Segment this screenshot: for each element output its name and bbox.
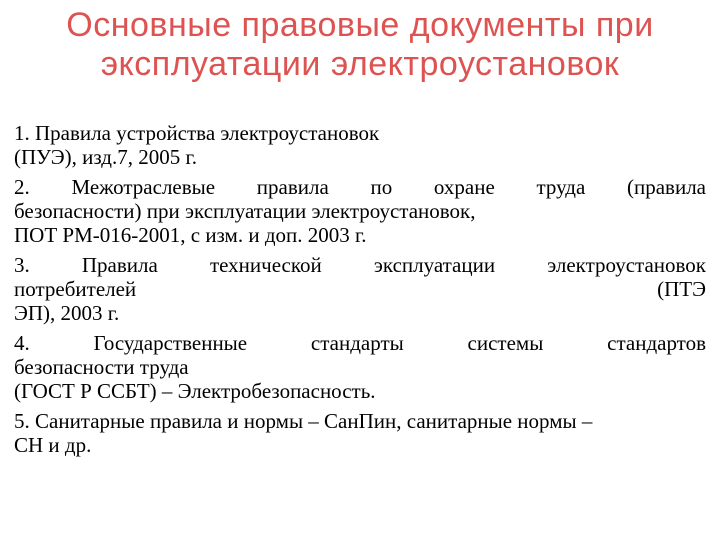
text-line: безопасности) при эксплуатации электроустановок, (14, 199, 476, 223)
text-line: безопасности труда (14, 355, 189, 379)
text-line: 1. Правила устройства электроустановок (14, 121, 380, 145)
slide-title-line-2: эксплуатации электроустановок (100, 45, 620, 83)
list-item-1 (14, 121, 706, 169)
text-line: потребителей (ПТЭ (14, 277, 706, 301)
list-item-5 (14, 409, 706, 457)
list-item-4 (14, 331, 706, 403)
text-line: (ГОСТ Р ССБТ) – Электробезопасность. (14, 379, 376, 403)
text-line: ПОТ РМ-016-2001, с изм. и доп. 2003 г. (14, 223, 367, 247)
text-line: 2. Межотраслевые правила по охране труда (правила (14, 175, 706, 199)
text-line: 4. Государственные стандарты системы стандартов (14, 331, 706, 355)
text-line: ЭП), 2003 г. (14, 301, 120, 325)
slide-body (0, 84, 720, 457)
slide-title-line-1: Основные правовые документы при (66, 6, 654, 44)
text-line: (ПУЭ), изд.7, 2005 г. (14, 145, 197, 169)
text-line: 3. Правила технической эксплуатации электроустановок (14, 253, 706, 277)
list-item-2 (14, 175, 706, 247)
text-line: СН и др. (14, 433, 92, 457)
text-line: 5. Санитарные правила и нормы – СанПин, санитарные нормы – (14, 409, 593, 433)
slide-title (0, 0, 720, 84)
list-item-3 (14, 253, 706, 325)
